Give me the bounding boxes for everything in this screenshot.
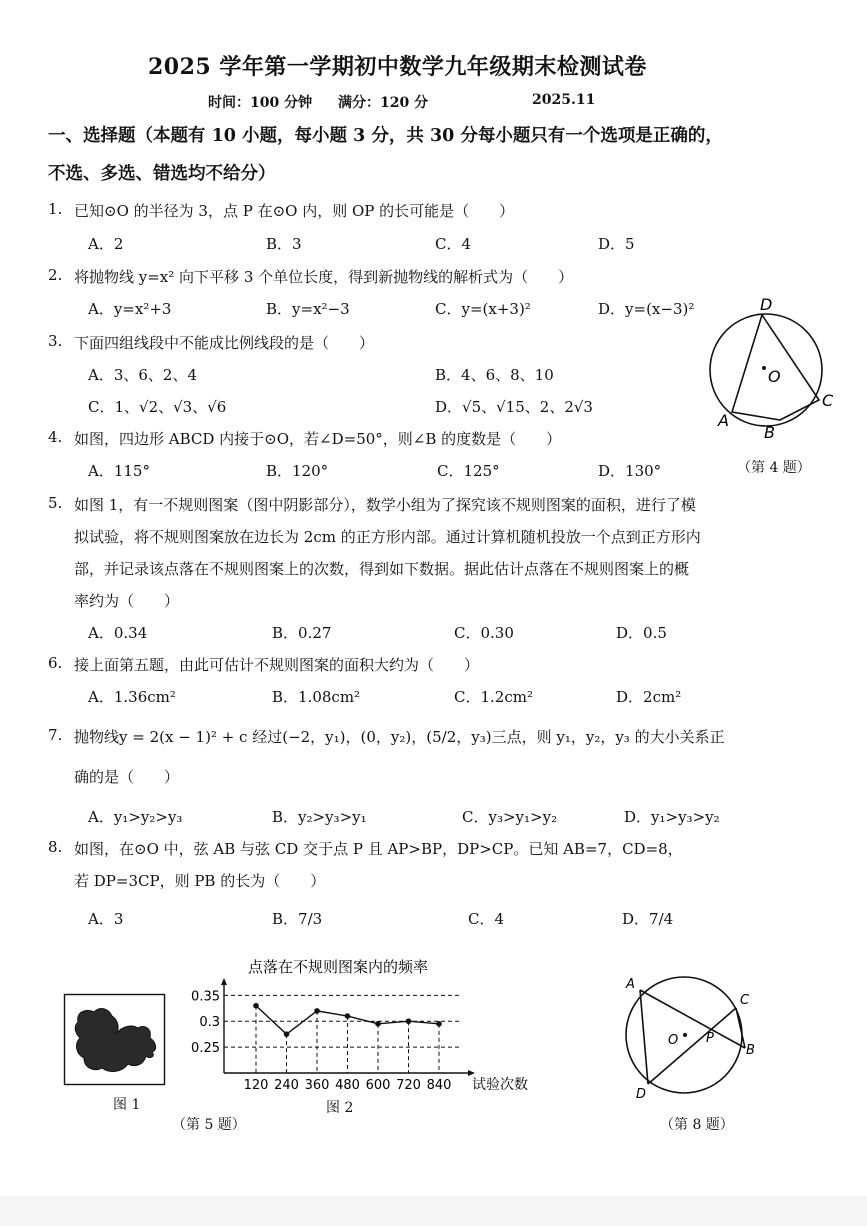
chart-plot-area (191, 978, 528, 1093)
q2-number: 2. (48, 266, 63, 284)
q3-text: 下面四组线段中不能成比例线段的是（ ） (74, 334, 375, 352)
center-dot (683, 1033, 687, 1037)
q7-option-c: C．y₃>y₁>y₂ (462, 808, 558, 826)
q2-option-c: C．y=(x+3)² (435, 300, 531, 318)
segment-cb (736, 1008, 745, 1048)
y-tick-label: 0.25 (191, 1041, 220, 1057)
q2-option-b: B．y=x²−3 (266, 300, 350, 318)
exam-date: 2025.11 (532, 92, 596, 108)
q1-option-a: A．2 (88, 235, 124, 253)
q3-option-b: B．4、6、8、10 (435, 366, 554, 384)
q6-option-d: D．2cm² (616, 688, 682, 706)
x-tick-label: 240 (274, 1078, 299, 1093)
label-d: D (760, 295, 773, 314)
q4-option-c: C．125° (437, 462, 500, 480)
q7-option-a: A．y₁>y₂>y₃ (88, 808, 183, 826)
q4-option-b: B．120° (266, 462, 329, 480)
q3-option-d: D．√5、√15、2、2√3 (435, 398, 593, 416)
scan-bottom-edge (0, 1196, 867, 1226)
x-tick-label: 720 (396, 1078, 421, 1093)
section-heading-line1: 一、选择题（本题有 10 小题，每小题 3 分，共 30 分每小题只有一个选项是正确的， (48, 126, 723, 146)
q8-text-line1: 如图，在⊙O 中，弦 AB 与弦 CD 交于点 P 且 AP>BP，DP>CP。已知 AB=7，CD=8， (74, 840, 683, 858)
y-tick-label: 0.3 (199, 1015, 220, 1031)
figure-q4-circle (700, 290, 840, 450)
q8-option-b: B．7/3 (272, 910, 323, 928)
frequency-chart (190, 955, 550, 1095)
x-axis-arrow (468, 1070, 475, 1076)
figure-1-square (64, 994, 166, 1086)
y-tick-label: 0.35 (191, 989, 220, 1005)
data-point (314, 1008, 320, 1014)
figure-1-caption: 图 1 (113, 1097, 141, 1113)
q6-option-c: C．1.2cm² (454, 688, 533, 706)
figure-q8-circle (612, 972, 762, 1102)
q8-number: 8. (48, 838, 63, 856)
q1-text: 已知⊙O 的半径为 3，点 P 在⊙O 内，则 OP 的长可能是（ ） (74, 202, 515, 220)
x-tick-label: 120 (243, 1078, 269, 1093)
q7-option-b: B．y₂>y₃>y₁ (272, 808, 367, 826)
data-point (345, 1013, 351, 1019)
q5-option-c: C．0.30 (454, 624, 514, 642)
q8-option-a: A．3 (88, 910, 124, 928)
x-tick-label: 480 (335, 1078, 360, 1093)
q6-number: 6. (48, 654, 63, 672)
label-p: P (706, 1031, 714, 1046)
q5-text-line4: 率约为（ ） (74, 592, 180, 610)
data-point (253, 1003, 259, 1009)
y-axis-arrow (221, 978, 227, 985)
q3-option-c: C．1、√2、√3、√6 (88, 398, 227, 416)
q4-option-a: A．115° (88, 462, 150, 480)
q4-text: 如图，四边形 ABCD 内接于⊙O，若∠D=50°，则∠B 的度数是（ ） (74, 430, 562, 448)
exam-time: 时间：100 分钟 (208, 95, 313, 111)
chart-title: 点落在不规则图案内的频率 (248, 958, 429, 976)
q5-number: 5. (48, 494, 63, 512)
q3-number: 3. (48, 332, 63, 350)
q6-text: 接上面第五题，由此可估计不规则图案的面积大约为（ ） (74, 656, 480, 674)
data-point (284, 1031, 290, 1037)
q2-text: 将抛物线 y=x² 向下平移 3 个单位长度，得到新抛物线的解析式为（ ） (74, 268, 574, 286)
segment-ad (640, 990, 648, 1084)
label-a: A (718, 411, 729, 430)
q4-number: 4. (48, 428, 63, 446)
q7-text-line1: 抛物线y = 2(x − 1)² + c 经过(−2，y₁)，(0，y₂)，(5/2，y₃)三点，则 y₁，y₂，y₃ 的大小关系正 (74, 728, 725, 746)
q2-option-a: A．y=x²+3 (88, 300, 172, 318)
x-tick-label: 360 (304, 1078, 330, 1093)
figure-q5-caption: （第 5 题） (172, 1117, 246, 1133)
q1-number: 1. (48, 200, 63, 218)
q7-number: 7. (48, 726, 63, 744)
q7-option-d: D．y₁>y₃>y₂ (624, 808, 720, 826)
q7-text-line2: 确的是（ ） (74, 768, 180, 786)
exam-full-score: 满分：120 分 (338, 95, 429, 111)
label-a: A (626, 977, 635, 992)
x-tick-label: 600 (365, 1078, 391, 1093)
q3-option-a: A．3、6、2、4 (88, 366, 198, 384)
q5-text-line1: 如图 1，有一不规则图案（图中阴影部分），数学小组为了探究该不规则图案的面积，进行了模 (74, 496, 696, 514)
center-dot (762, 366, 766, 370)
section-heading-line2: 不选、多选、错选均不给分） (48, 164, 276, 184)
circle-o (710, 314, 822, 426)
q5-text-line2: 拟试验，将不规则图案放在边长为 2cm 的正方形内部。通过计算机随机投放一个点到正方形内 (74, 528, 701, 546)
data-point (436, 1021, 442, 1027)
q8-text-line2: 若 DP=3CP，则 PB 的长为（ ） (74, 872, 326, 890)
q6-option-b: B．1.08cm² (272, 688, 361, 706)
label-d: D (636, 1087, 647, 1102)
q1-option-d: D．5 (598, 235, 635, 253)
q1-option-b: B．3 (266, 235, 302, 253)
q5-option-b: B．0.27 (272, 624, 332, 642)
q4-option-d: D．130° (598, 462, 662, 480)
label-o: O (668, 1033, 679, 1048)
q8-option-c: C．4 (468, 910, 505, 928)
x-axis-label: 试验次数 (472, 1077, 528, 1093)
q2-option-d: D．y=(x−3)² (598, 300, 695, 318)
figure-q8-caption: （第 8 题） (660, 1117, 734, 1133)
label-b: B (746, 1043, 755, 1058)
q5-option-d: D．0.5 (616, 624, 667, 642)
label-o: O (768, 367, 781, 386)
figure-q4-caption: （第 4 题） (737, 460, 811, 476)
q5-option-a: A．0.34 (88, 624, 148, 642)
q1-option-c: C．4 (435, 235, 472, 253)
label-c: C (740, 993, 750, 1008)
x-tick-label: 840 (426, 1078, 452, 1093)
label-c: C (822, 391, 834, 410)
figure-2-caption: 图 2 (326, 1100, 354, 1116)
q5-text-line3: 部，并记录该点落在不规则图案上的次数，得到如下数据。据此估计点落在不规则图案上的概 (74, 560, 690, 578)
label-b: B (764, 423, 775, 442)
q8-option-d: D．7/4 (622, 910, 674, 928)
page-title: 2025 学年第一学期初中数学九年级期末检测试卷 (148, 54, 647, 80)
data-point (406, 1018, 412, 1024)
data-point (375, 1021, 381, 1027)
q6-option-a: A．1.36cm² (88, 688, 176, 706)
